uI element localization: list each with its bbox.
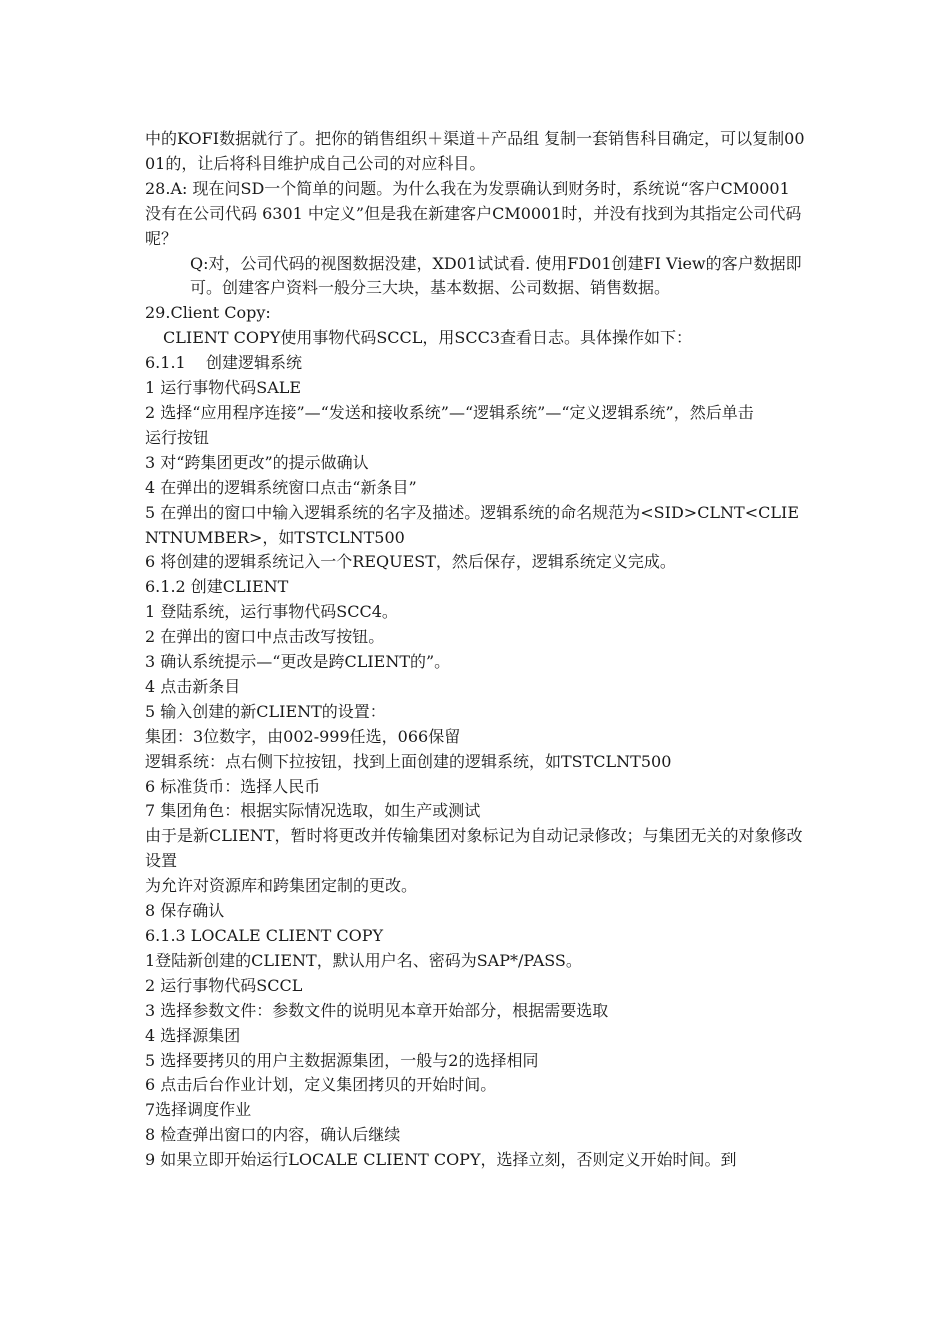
text-line: 2 运行事物代码SCCL bbox=[145, 975, 303, 995]
section-heading: 6.1.3 LOCALE CLIENT COPY bbox=[145, 926, 384, 945]
text-line: 8 检查弹出窗口的内容，确认后继续 bbox=[145, 1125, 401, 1145]
text-line: 2 在弹出的窗口中点击改写按钮。 bbox=[145, 627, 385, 647]
text-line: 3 确认系统提示—“更改是跨CLIENT的”。 bbox=[145, 652, 451, 672]
section-heading: 6.1.1 创建逻辑系统 bbox=[145, 353, 303, 373]
text-line: CLIENT COPY使用事物代码SCCL，用SCC3查看日志。具体操作如下： bbox=[163, 328, 693, 348]
text-line: 集团：3位数字，由002-999任选，066保留 bbox=[145, 726, 461, 746]
text-line: 4 选择源集团 bbox=[145, 1025, 241, 1045]
text-line: 7选择调度作业 bbox=[145, 1100, 252, 1120]
text-line: 4 在弹出的逻辑系统窗口点击“新条目” bbox=[145, 477, 417, 497]
text-line: 8 保存确认 bbox=[145, 901, 225, 921]
text-line: 中的KOFI数据就行了。把你的销售组织＋渠道＋产品组 复制一套销售科目确定，可以复制0001的，让后将科目维护成自己公司的对应科目。 bbox=[145, 129, 805, 173]
text-line: 2 选择“应用程序连接”—“发送和接收系统”—“逻辑系统”—“定义逻辑系统”，然后单击 bbox=[145, 402, 754, 422]
text-line: 29.Client Copy: bbox=[145, 303, 271, 323]
text-line: 6 标准货币：选择人民币 bbox=[145, 776, 321, 796]
text-line: 逻辑系统：点右侧下拉按钮，找到上面创建的逻辑系统，如TSTCLNT500 bbox=[145, 751, 672, 771]
text-line: 28.A: 现在问SD一个简单的问题。为什么我在为发票确认到财务时，系统说“客户CM0001 没有在公司代码 6301 中定义”但是我在新建客户CM0001时，并没有找到为其指定公司代码呢？ bbox=[145, 178, 802, 248]
text-line: 3 对“跨集团更改”的提示做确认 bbox=[145, 452, 369, 472]
text-line: 1登陆新创建的CLIENT，默认用户名、密码为SAP*/PASS。 bbox=[145, 950, 582, 970]
text-line: 1 运行事物代码SALE bbox=[145, 378, 302, 398]
text-line: 5 选择要拷贝的用户主数据源集团，一般与2的选择相同 bbox=[145, 1050, 539, 1070]
section-heading: 6.1.2 创建CLIENT bbox=[145, 577, 289, 597]
text-line: 运行按钮 bbox=[145, 427, 210, 447]
text-line: 7 集团角色：根据实际情况选取，如生产或测试 bbox=[145, 801, 481, 821]
text-line: 5 输入创建的新CLIENT的设置： bbox=[145, 701, 386, 721]
text-line: 由于是新CLIENT，暂时将更改并传输集团对象标记为自动记录修改；与集团无关的对象修改设置 bbox=[145, 826, 803, 871]
document-page bbox=[145, 127, 805, 1173]
text-line: 9 如果立即开始运行LOCALE CLIENT COPY，选择立刻，否则定义开始时间。到 bbox=[145, 1150, 737, 1170]
text-line: 6 点击后台作业计划，定义集团拷贝的开始时间。 bbox=[145, 1075, 497, 1095]
text-line: 5 在弹出的窗口中输入逻辑系统的名字及描述。逻辑系统的命名规范为<SID>CLNT<CLIENTNUMBER>，如TSTCLNT500 bbox=[145, 502, 800, 547]
text-line: 4 点击新条目 bbox=[145, 676, 241, 696]
text-line: 1 登陆系统，运行事物代码SCC4。 bbox=[145, 602, 398, 622]
text-line: Q:对，公司代码的视图数据没建，XD01试试看. 使用FD01创建FI View的客户数据即可。创建客户资料一般分三大块，基本数据、公司数据、销售数据。 bbox=[190, 253, 802, 298]
text-line: 为允许对资源库和跨集团定制的更改。 bbox=[145, 876, 418, 896]
text-line: 3 选择参数文件：参数文件的说明见本章开始部分，根据需要选取 bbox=[145, 1000, 609, 1020]
text-line: 6 将创建的逻辑系统记入一个REQUEST，然后保存，逻辑系统定义完成。 bbox=[145, 552, 676, 572]
